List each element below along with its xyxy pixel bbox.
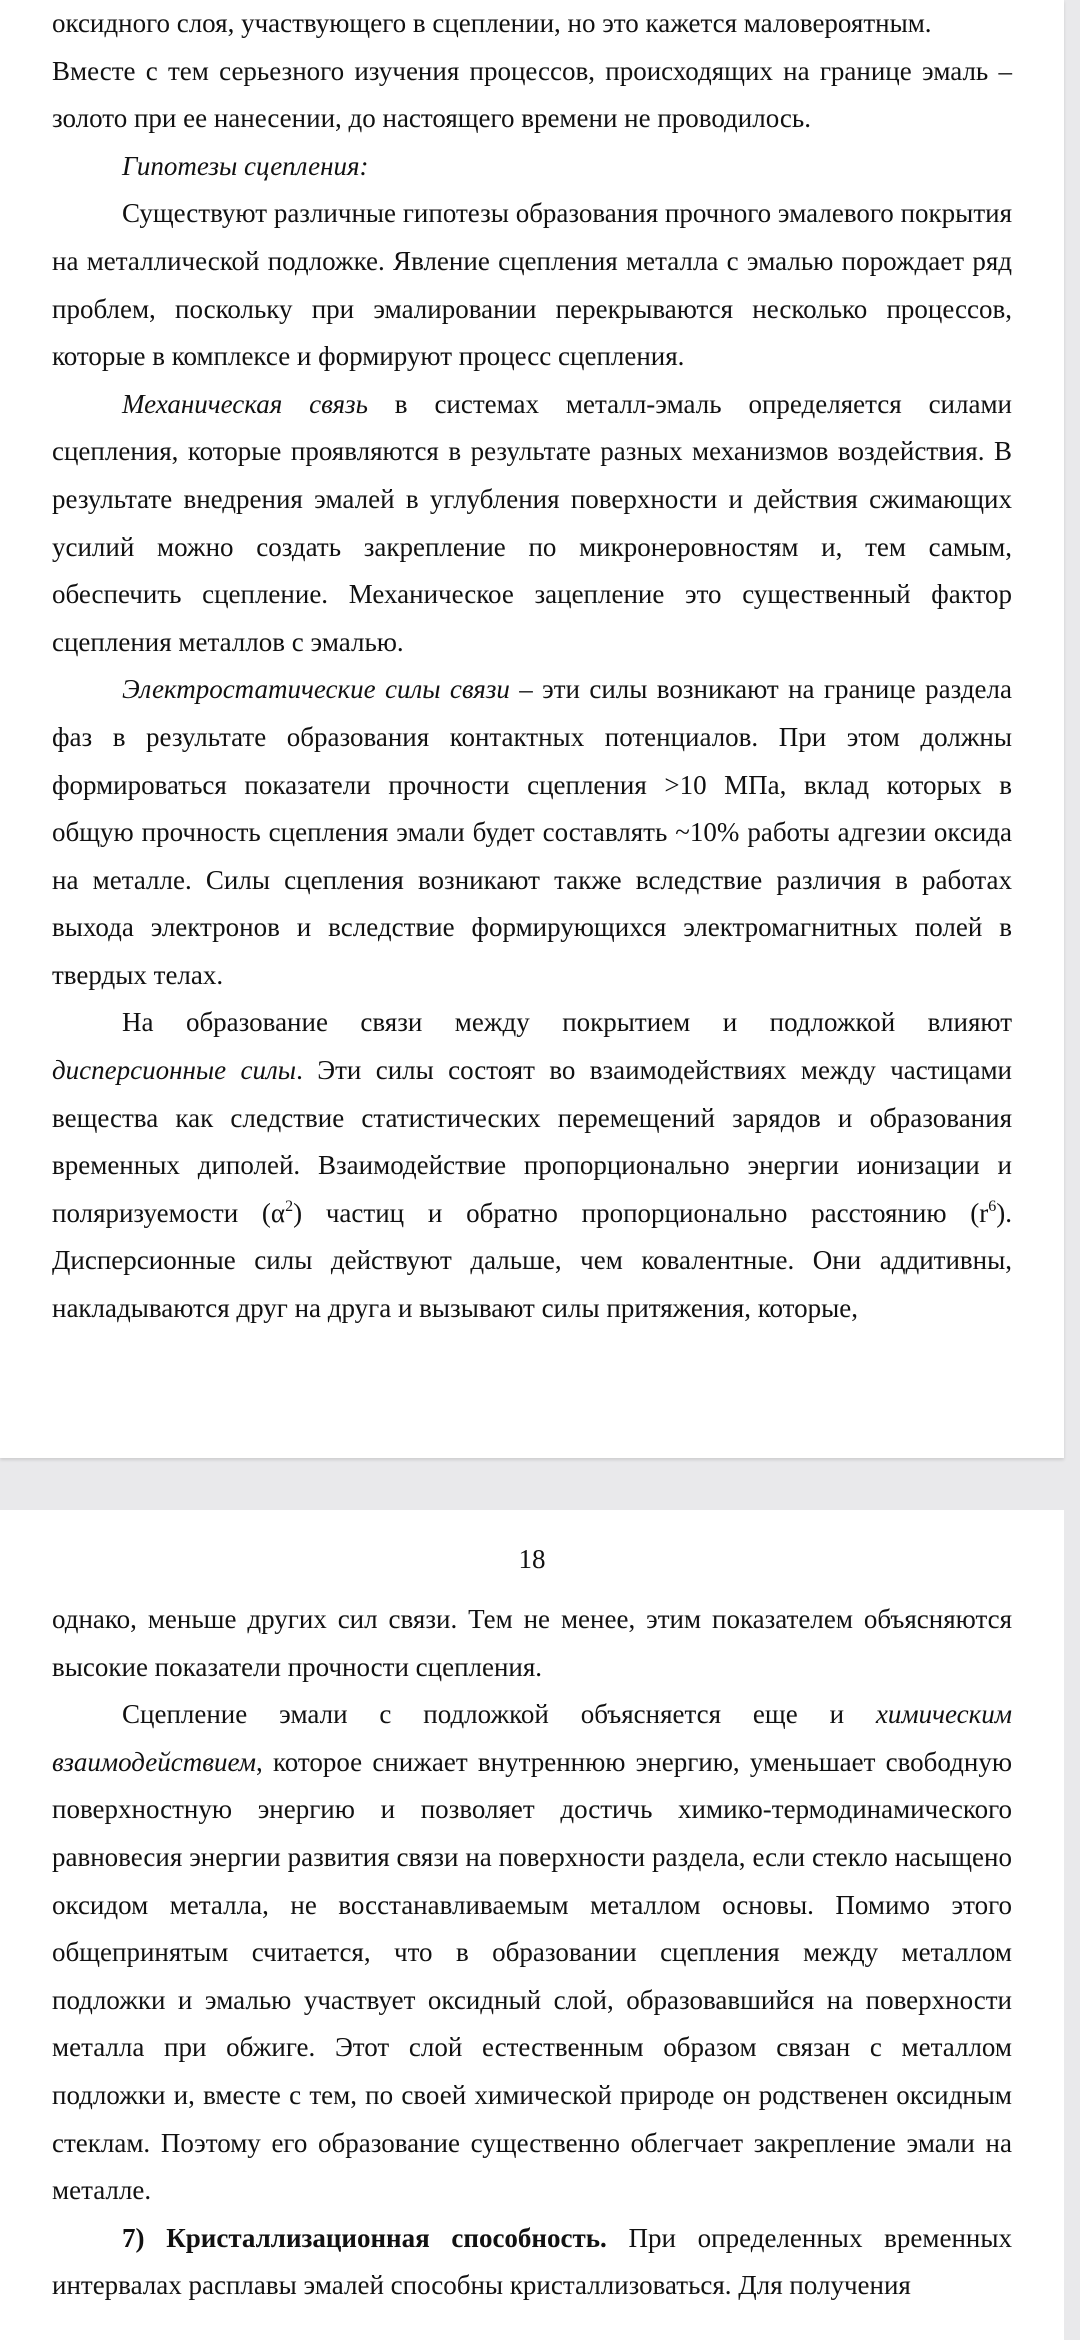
term-mechanical-bond: Механическая связь [122, 388, 368, 419]
heading-hypotheses: Гипотезы сцепления: [122, 150, 369, 181]
dispersion-text-a: . Эти силы состоят во взаимодействиях между частицами вещества как следствие статистических перемещений зарядов и образования временных диполей. Взаимодействие пропорционально энергии ионизации и поляризуемости (α [52, 1055, 1012, 1228]
paragraph-mechanical-bond [52, 381, 1012, 667]
paragraph-continued: оксидного слоя, участвующего в сцеплении, но это кажется маловероятным. [52, 8, 932, 38]
term-chemical: химическим взаимодействием [52, 1699, 1012, 1777]
paragraph-crystallization [52, 2215, 1012, 2310]
paragraph-continued-2: Вместе с тем серьезного изучения процессов, происходящих на границе эмаль – золото при ее нанесении, до настоящего времени не проводилось. [52, 55, 1012, 134]
electrostatic-text: – эти силы возникают на границе раздела фаз в результате образования контактных потенциалов. При этом должны формироваться показатели прочности сцепления >10 МПа, вклад которых в общую прочность сцепления эмали будет составлять ~10% работы адгезии оксида на металле. Силы сцепления возникают также вследствие различия в работах выхода электронов и вследствие формирующихся электромагнитных полей в твердых телах. [52, 674, 1013, 990]
page-number: 18 [518, 1544, 546, 1574]
dispersion-text-b: ) частиц и обратно пропорционально расстоянию (r [293, 1197, 989, 1228]
paragraph-continued: однако, меньше других сил связи. Тем не менее, этим показателем объясняются высокие показатели прочности сцепления. [52, 1604, 1012, 1682]
page-2-body [52, 1596, 1012, 2310]
document-page-2 [0, 1510, 1064, 2340]
page-1-body [52, 0, 1012, 1333]
superscript-alpha: 2 [285, 1197, 294, 1215]
chemical-pre: Сцепление эмали с подложкой объясняется еще и [122, 1699, 876, 1730]
paragraph-chemical [52, 1691, 1012, 2215]
term-electrostatic: Электростатические силы связи [122, 674, 510, 705]
mechanical-bond-text: в системах металл-эмаль определяется силами сцепления, которые проявляются в результате разных механизмов воздействия. В результате внедрения эмалей в углубления поверхности и действия сжимающих усилий можно создать закрепление по микронеровностям и, тем самым, обеспечить сцепление. Механическое зацепление это существенный фактор сцепления металлов с эмалью. [52, 388, 1012, 657]
paragraph-dispersion [52, 999, 1012, 1332]
heading-crystallization: 7) Кристаллизационная способность. [122, 2222, 607, 2253]
crystallization-text: При определенных временных интервалах расплавы эмалей способны кристаллизоваться. Для получения [52, 2222, 1012, 2301]
dispersion-text-c: ). Дисперсионные силы действуют дальше, чем ковалентные. Они аддитивны, накладываются друг на друга и вызывают силы притяжения, которые, [52, 1197, 1013, 1324]
paragraph-hypotheses: Существуют различные гипотезы образования прочного эмалевого покрытия на металлической подложке. Явление сцепления металла с эмалью порождает ряд проблем, поскольку при эмалировании перекрываются несколько процессов, которые в комплексе и формируют процесс сцепления. [52, 198, 1012, 372]
term-dispersion: дисперсионные силы [52, 1055, 297, 1086]
dispersion-pre: На образование связи между покрытием и подложкой влияют [122, 1007, 1012, 1038]
chemical-text: , которое снижает внутреннюю энергию, уменьшает свободную поверхностную энергию и позволяет достичь химико-термодинамического равновесия энергии развития связи на поверхности раздела, если стекло насыщено оксидом металла, не восстанавливаемым металлом основы. Помимо этого общепринятым считается, что в образовании сцепления между металлом подложки и эмалью участвует оксидный слой, образовавшийся на поверхности металла при обжиге. Этот слой естественным образом связан с металлом подложки и, вместе с тем, по своей химической природе он родственен оксидным стеклам. Поэтому его образование существенно облегчает закрепление эмали на металле. [52, 1746, 1012, 2206]
paragraph-electrostatic [52, 666, 1012, 999]
superscript-r: 6 [988, 1197, 997, 1215]
